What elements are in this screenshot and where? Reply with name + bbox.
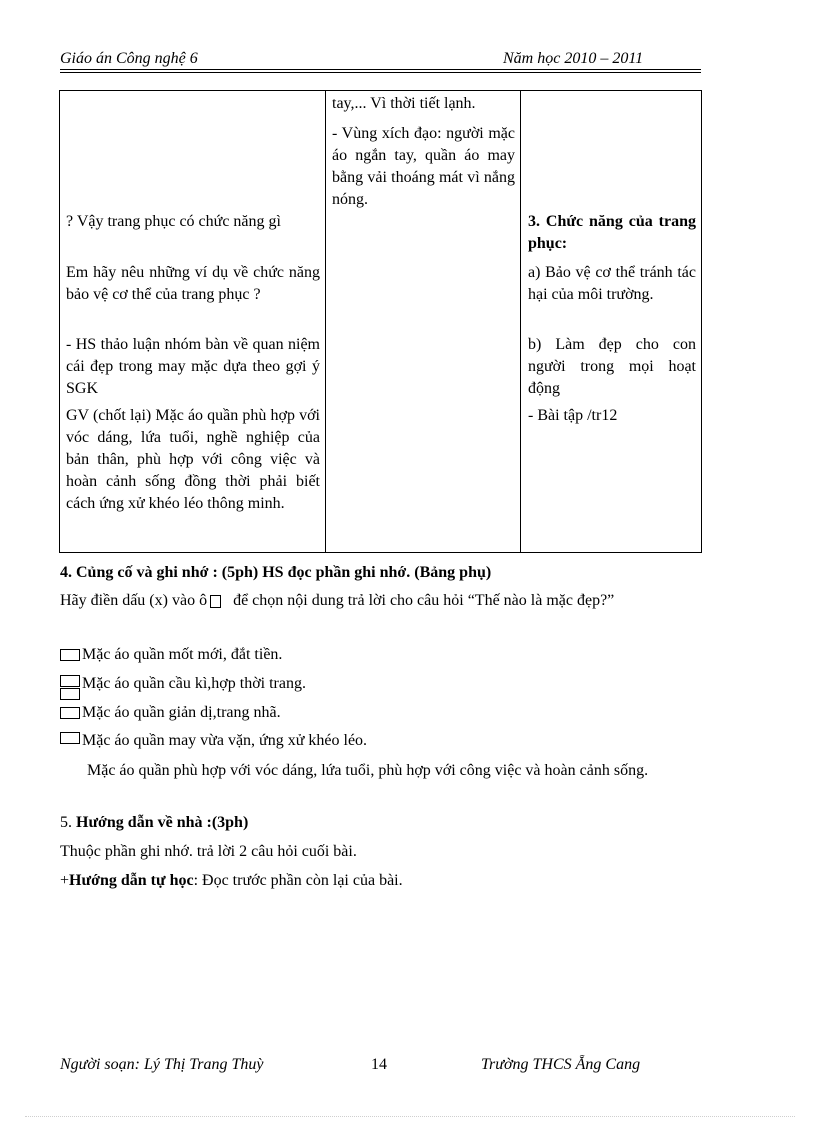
header-school-year: Năm học 2010 – 2011 [503,50,644,67]
section5-line1: Thuộc phần ghi nhớ. trả lời 2 câu hỏi cuối bài. [60,843,357,860]
self-study-prefix: + [60,872,70,889]
header-subject: Giáo án Công nghệ 6 [60,50,198,67]
footer-school: Trường THCS Ẵng Cang [481,1056,641,1073]
section5-heading: Hướng dẫn về nhà :(3ph) [76,814,249,831]
header-rule-double [60,72,701,73]
extra-checkbox-row [60,688,700,700]
header-rule [60,69,701,70]
instruction-part-a: Hãy điền dấu (x) vào ô [60,592,208,609]
instruction-part-b: để chọn nội dung trả lời cho câu hỏi “Thế nào là mặc đẹp?” [233,592,615,609]
content-column [520,91,702,552]
checkbox-icon [210,595,221,608]
option-checkbox[interactable] [60,732,80,744]
lesson-table [59,90,702,553]
page-header [60,50,700,70]
option-row [60,730,700,752]
question-examples: Em hãy nêu những ví dụ về chức năng bảo vệ cơ thể của trang phục ? [66,264,320,303]
equator-text: - Vùng xích đạo: người mặc áo ngắn tay, quần áo may bằng vải thoáng mát vì nắng nóng. [332,125,515,208]
option-text: Mặc áo quần giản dị,trang nhã. [82,704,281,721]
footer-page-number: 14 [371,1056,387,1073]
section5-title [60,812,700,834]
self-study-label: Hướng dẫn tự học [69,872,194,889]
function-protect: a) Bảo vệ cơ thể tránh tác hại của môi trường. [528,264,696,303]
option-row [60,644,700,666]
section5-number: 5. [60,814,76,831]
section4-conclusion: Mặc áo quần phù hợp với vóc dáng, lứa tuổi, phù hợp với công việc và hoàn cảnh sống. [87,762,649,779]
section-heading-functions: 3. Chức năng của trang phục: [528,213,696,252]
function-beautify: b) Làm đẹp cho con người trong mọi hoạt động [528,336,696,397]
section4-title: 4. Củng cố và ghi nhớ : (5ph) HS đọc phần ghi nhớ. (Bảng phụ) [60,564,492,581]
student-activity-column [325,91,521,552]
question-function: ? Vậy trang phục có chức năng gì [66,213,281,230]
option-checkbox[interactable] [60,707,80,719]
section4-instruction [60,590,700,612]
option-text: Mặc áo quần mốt mới, đắt tiền. [82,646,283,663]
exercise-ref: - Bài tập /tr12 [528,407,618,424]
option-checkbox[interactable] [60,675,80,687]
group-discussion: - HS thảo luận nhóm bàn về quan niệm cái đẹp trong may mặc dựa theo gợi ý SGK [66,336,320,397]
self-study-line [60,870,700,892]
cold-weather-text: tay,... Vì thời tiết lạnh. [332,95,476,112]
option-checkbox[interactable] [60,649,80,661]
self-study-text: : Đọc trước phần còn lại của bài. [193,872,403,889]
option-text: Mặc áo quần cầu kì,hợp thời trang. [82,675,306,692]
teacher-activity-column [60,91,325,552]
page-bottom-border [25,1116,795,1117]
option-text: Mặc áo quần may vừa vặn, ứng xử khéo léo. [82,732,368,749]
footer-author: Người soạn: Lý Thị Trang Thuỳ [60,1056,264,1073]
teacher-conclusion: GV (chốt lại) Mặc áo quần phù hợp với vóc dáng, lứa tuổi, nghề nghiệp của bản thân, phù hợp với công việc và hoàn cảnh sống đồng thời phải biết cách ứng xử khéo léo thông minh. [66,407,320,512]
option-row [60,702,700,724]
option-checkbox[interactable] [60,688,80,700]
